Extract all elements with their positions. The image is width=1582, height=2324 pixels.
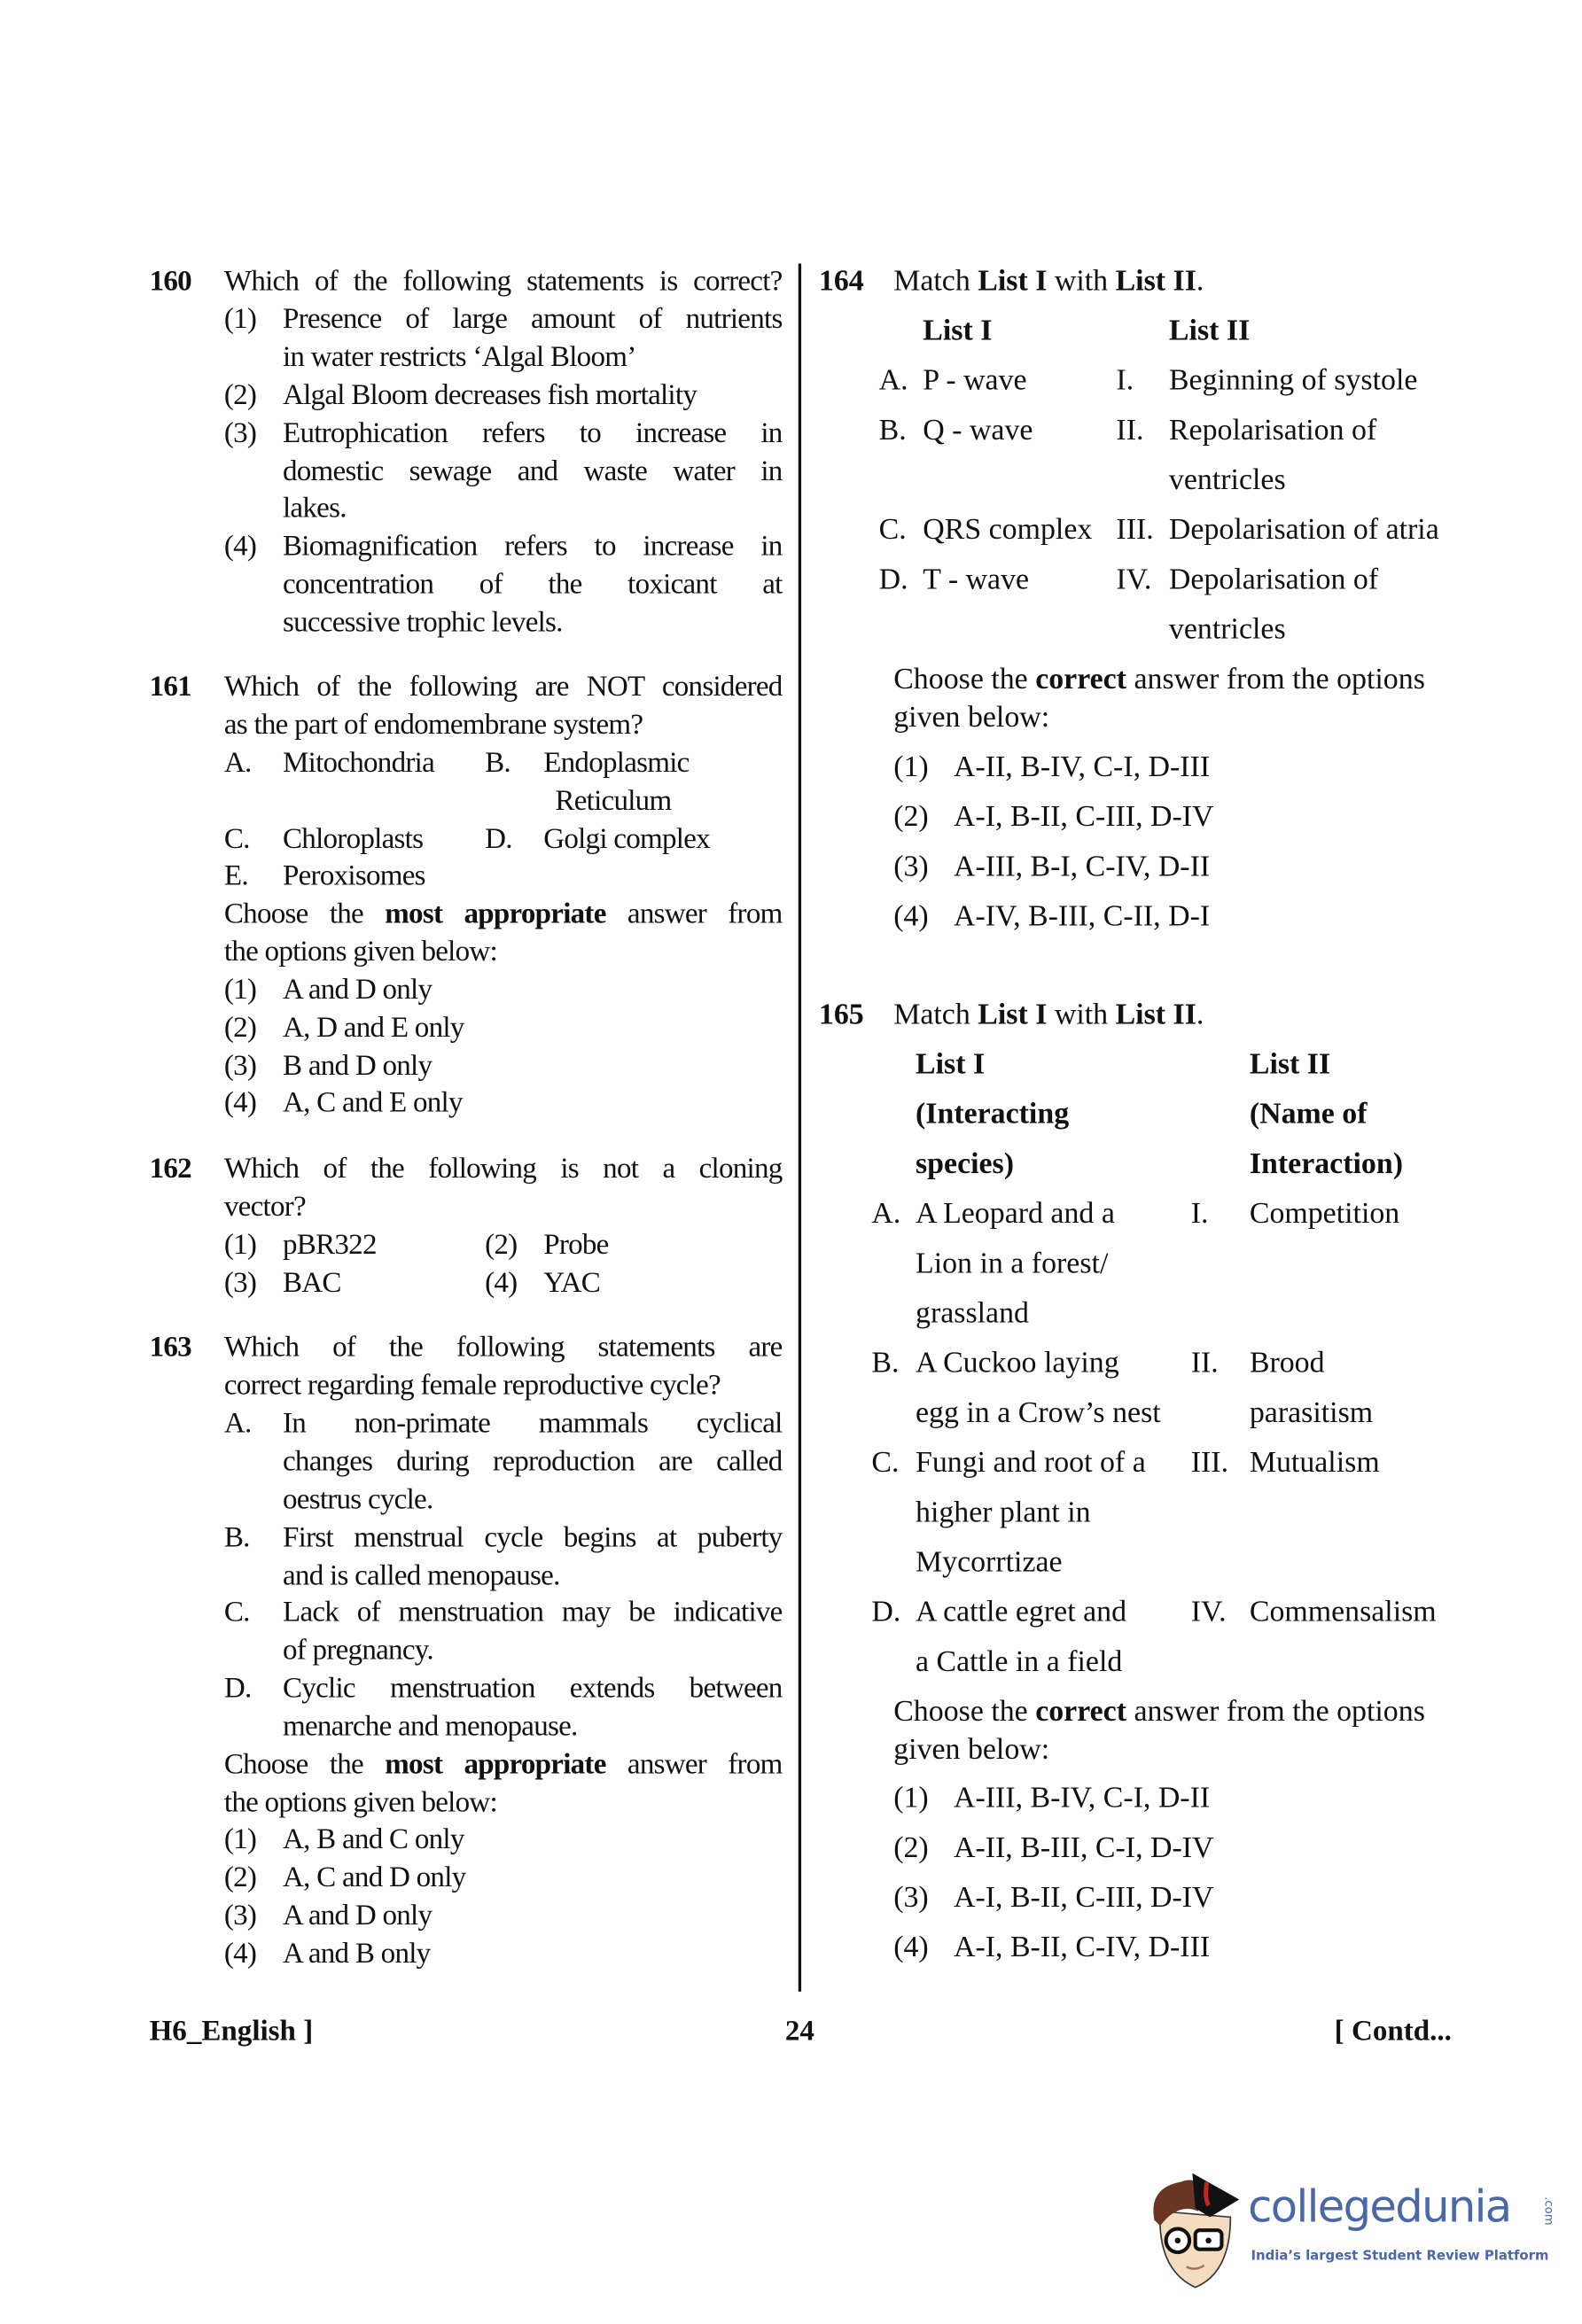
instruction-text: Choose the — [223, 898, 363, 930]
option-text: A, C and D only — [282, 1861, 466, 1894]
stem-emphasis: List I — [978, 999, 1048, 1031]
option-number: (4) — [223, 530, 257, 563]
question-stem — [893, 996, 1204, 1034]
list-2-header: List II — [1168, 315, 1251, 347]
option-number: (3) — [223, 1050, 257, 1083]
option-number: (2) — [223, 379, 257, 412]
option-number: (3) — [223, 417, 257, 450]
row-roman: IV. — [1116, 564, 1152, 596]
row-item: A Leopard and a — [916, 1197, 1115, 1231]
question-number: 164 — [818, 265, 864, 298]
row-roman: IV. — [1190, 1596, 1227, 1628]
stem-text: . — [1196, 265, 1204, 298]
item-text: Peroxisomes — [282, 859, 425, 892]
option-text: YAC — [543, 1266, 601, 1300]
row-item: QRS complex — [923, 514, 1093, 547]
item-text: Golgi complex — [543, 822, 710, 856]
option-text: A-I, B-II, C-III, D-IV — [953, 801, 1214, 834]
row-desc: Beginning of systole — [1168, 364, 1418, 397]
question-number: 160 — [149, 265, 191, 298]
row-item: A Cuckoo laying — [916, 1347, 1119, 1380]
option-number: (3) — [223, 1266, 257, 1300]
option-text: Algal Bloom decreases fish mortality — [282, 379, 697, 412]
instruction-emphasis: correct — [1035, 663, 1127, 696]
list-2-header: (Name of — [1249, 1098, 1368, 1131]
stem-text: with — [1054, 999, 1109, 1031]
row-item: Q - wave — [923, 414, 1033, 447]
stem-emphasis: List II — [1115, 999, 1196, 1031]
row-desc: Brood — [1249, 1347, 1325, 1380]
item-text: changes during reproduction are called — [282, 1445, 783, 1478]
option-text: A, C and E only — [282, 1086, 463, 1119]
row-desc: Commensalism — [1249, 1596, 1437, 1628]
instruction-text: Choose the — [893, 663, 1028, 696]
option-number: (3) — [223, 1899, 257, 1932]
item-label: C. — [223, 822, 250, 856]
question-stem: Which of the following statements is correct? — [223, 265, 783, 298]
option-text: in water restricts ‘Algal Bloom’ — [282, 341, 636, 374]
row-item: grassland — [916, 1297, 1029, 1330]
row-label: B. — [878, 414, 907, 447]
option-number: (1) — [223, 303, 257, 336]
logo-brand: collegedunia — [1248, 2181, 1511, 2234]
item-text: Reticulum — [555, 784, 672, 818]
row-item: Lion in a forest/ — [916, 1247, 1109, 1280]
question-number: 163 — [149, 1331, 191, 1364]
footer-paper-code: H6_English ] — [149, 2015, 314, 2048]
option-text: successive trophic levels. — [282, 606, 563, 639]
option-text: A, B and C only — [282, 1823, 464, 1856]
item-text: Endoplasmic — [543, 746, 690, 780]
row-desc: Depolarisation of atria — [1168, 514, 1439, 547]
row-label: C. — [871, 1446, 900, 1480]
instruction-text: answer from — [627, 1748, 783, 1781]
item-label: C. — [223, 1596, 250, 1628]
option-text: pBR322 — [282, 1228, 377, 1262]
list-1-header: (Interacting — [916, 1098, 1070, 1131]
instruction: the options given below: — [223, 1786, 497, 1819]
option-text: A-II, B-III, C-I, D-IV — [953, 1831, 1214, 1865]
row-item: P - wave — [923, 364, 1027, 397]
row-item: Mycorrtizae — [916, 1546, 1063, 1579]
instruction — [224, 1745, 783, 1784]
question-number: 161 — [149, 670, 191, 703]
option-text: A-II, B-IV, C-I, D-III — [953, 750, 1211, 784]
collegedunia-logo — [1142, 2165, 1575, 2297]
option-number: (4) — [485, 1266, 518, 1300]
stem-text: with — [1054, 265, 1109, 298]
option-text: lakes. — [282, 492, 347, 525]
column-divider — [799, 264, 801, 1992]
row-label: D. — [878, 564, 908, 596]
logo-tagline: India’s largest Student Review Platform — [1251, 2249, 1549, 2265]
row-item: a Cattle in a field — [916, 1645, 1123, 1679]
option-text: Presence of large amount of nutrients — [282, 303, 783, 336]
stem-text: Match — [893, 265, 970, 298]
item-label: B. — [223, 1521, 250, 1554]
option-number: (1) — [223, 974, 257, 1007]
row-label: D. — [871, 1596, 901, 1628]
option-text: Probe — [543, 1228, 609, 1262]
item-label: D. — [485, 822, 512, 856]
option-text: A-I, B-II, C-IV, D-III — [953, 1931, 1211, 1964]
option-number: (4) — [223, 1937, 257, 1970]
instruction-emphasis: correct — [1035, 1695, 1127, 1729]
stem-emphasis: List II — [1115, 265, 1196, 298]
item-text: Lack of menstruation may be indicative — [282, 1596, 783, 1628]
row-item: higher plant in — [916, 1496, 1091, 1529]
question-number: 162 — [149, 1152, 191, 1185]
instruction — [224, 895, 783, 933]
question-stem: Which of the following is not a cloning — [223, 1152, 783, 1185]
stem-text: . — [1196, 999, 1204, 1031]
item-label: E. — [223, 859, 248, 892]
item-label: A. — [223, 746, 252, 780]
item-text: oestrus cycle. — [282, 1483, 433, 1516]
option-text: concentration of the toxicant at — [282, 568, 783, 601]
option-text: A-IV, B-III, C-II, D-I — [953, 900, 1211, 933]
row-desc: parasitism — [1249, 1396, 1374, 1430]
question-number: 165 — [818, 999, 864, 1031]
row-roman: III. — [1116, 514, 1154, 547]
row-desc: Depolarisation of — [1168, 564, 1379, 596]
row-desc: Repolarisation of — [1168, 414, 1377, 447]
option-text: A, D and E only — [282, 1012, 464, 1045]
mascot-icon — [1142, 2167, 1248, 2293]
instruction-emphasis: most appropriate — [385, 898, 606, 930]
question-stem: as the part of endomembrane system? — [223, 708, 643, 742]
option-number: (2) — [223, 1861, 257, 1894]
instruction-text: answer from the options — [1134, 663, 1425, 696]
row-item: T - wave — [923, 564, 1030, 596]
instruction-text: answer from — [627, 898, 783, 930]
option-number: (2) — [485, 1228, 518, 1262]
stem-emphasis: List I — [978, 265, 1048, 298]
row-label: B. — [871, 1347, 900, 1380]
option-number: (4) — [893, 1931, 929, 1964]
row-label: A. — [871, 1197, 901, 1231]
option-text: BAC — [282, 1266, 341, 1300]
question-stem: vector? — [223, 1190, 306, 1224]
row-roman: I. — [1190, 1197, 1209, 1231]
instruction-text: Choose the — [223, 1748, 363, 1781]
item-text: menarche and menopause. — [282, 1710, 578, 1743]
item-text: Cyclic menstruation extends between — [282, 1672, 783, 1705]
item-label: D. — [223, 1672, 252, 1705]
footer-contd: [ Contd... — [1334, 2015, 1452, 2048]
question-stem: Which of the following statements are — [223, 1331, 783, 1364]
row-item: A cattle egret and — [916, 1596, 1127, 1628]
option-text: A and B only — [282, 1937, 431, 1970]
option-text: A and D only — [282, 974, 433, 1007]
option-number: (4) — [223, 1086, 257, 1119]
row-label: A. — [878, 364, 908, 397]
logo-com: .com — [1542, 2196, 1556, 2226]
row-item: egg in a Crow’s nest — [916, 1396, 1161, 1430]
item-text: of pregnancy. — [282, 1634, 433, 1667]
page-number: 24 — [784, 2015, 814, 2048]
option-number: (1) — [223, 1228, 257, 1262]
instruction — [893, 1693, 1425, 1731]
option-number: (4) — [893, 900, 929, 933]
instruction-text: answer from the options — [1134, 1695, 1425, 1729]
option-text: A-III, B-I, C-IV, D-II — [953, 851, 1211, 883]
option-text: A-III, B-IV, C-I, D-II — [953, 1782, 1211, 1815]
option-number: (1) — [893, 750, 929, 784]
list-1-header: List I — [916, 1048, 986, 1081]
item-label: B. — [485, 746, 510, 780]
stem-text: Match — [893, 999, 970, 1031]
instruction: given below: — [893, 1733, 1050, 1767]
item-text: In non-primate mammals cyclical — [282, 1407, 783, 1440]
row-roman: II. — [1116, 414, 1144, 447]
row-roman: II. — [1190, 1347, 1219, 1380]
item-text: First menstrual cycle begins at puberty — [282, 1521, 783, 1554]
question-stem: correct regarding female reproductive cycle? — [223, 1369, 721, 1402]
item-text: Chloroplasts — [282, 822, 424, 856]
option-text: A and D only — [282, 1899, 433, 1932]
row-label: C. — [878, 514, 907, 547]
item-label: A. — [223, 1407, 252, 1440]
option-text: Biomagnification refers to increase in — [282, 530, 783, 563]
list-1-header: List I — [923, 315, 993, 347]
option-number: (2) — [223, 1012, 257, 1045]
list-2-header: Interaction) — [1249, 1147, 1403, 1181]
option-text: B and D only — [282, 1050, 433, 1083]
instruction-emphasis: most appropriate — [385, 1748, 606, 1781]
instruction-text: Choose the — [893, 1695, 1028, 1729]
row-item: Fungi and root of a — [916, 1446, 1146, 1480]
instruction — [893, 660, 1425, 698]
question-stem — [893, 262, 1204, 300]
question-stem: Which of the following are NOT considered — [223, 670, 783, 703]
option-number: (1) — [223, 1823, 257, 1856]
option-number: (3) — [893, 1881, 929, 1915]
option-text: domestic sewage and waste water in — [282, 455, 783, 488]
option-number: (3) — [893, 851, 929, 883]
row-roman: III. — [1190, 1446, 1229, 1480]
item-text: and is called menopause. — [282, 1559, 560, 1592]
row-roman: I. — [1116, 364, 1134, 397]
option-number: (2) — [893, 1831, 929, 1865]
list-1-header: species) — [916, 1147, 1015, 1181]
row-desc: Competition — [1249, 1197, 1400, 1231]
option-number: (1) — [893, 1782, 929, 1815]
row-desc: Mutualism — [1249, 1446, 1380, 1480]
list-2-header: List II — [1249, 1048, 1331, 1081]
option-text: A-I, B-II, C-III, D-IV — [953, 1881, 1214, 1915]
option-number: (2) — [893, 801, 929, 834]
row-desc: ventricles — [1168, 463, 1286, 497]
item-text: Mitochondria — [282, 746, 435, 780]
option-text: Eutrophication refers to increase in — [282, 417, 783, 450]
row-desc: ventricles — [1168, 613, 1286, 646]
instruction: given below: — [893, 701, 1050, 735]
instruction: the options given below: — [223, 936, 497, 968]
